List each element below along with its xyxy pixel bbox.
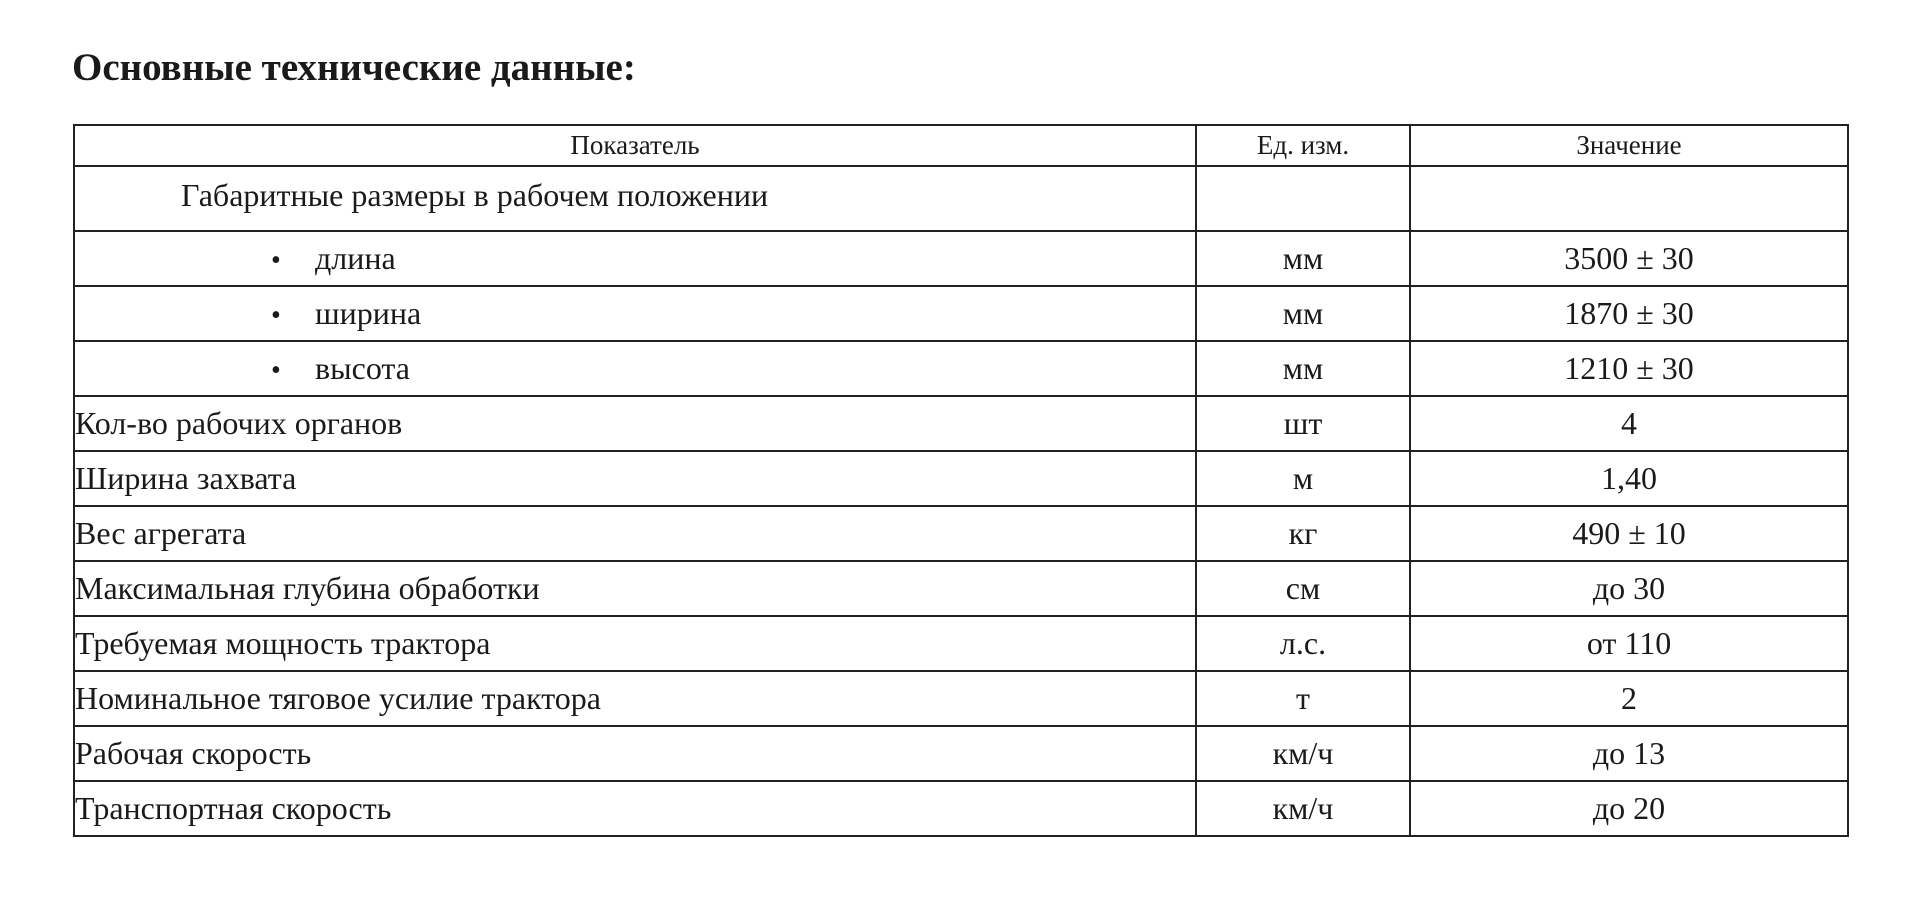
row-value: 4 [1410,396,1848,451]
row-unit: мм [1196,341,1410,396]
page-title: Основные технические данные: [72,46,636,89]
row-value: до 13 [1410,726,1848,781]
row-value [1410,166,1848,231]
row-parameter: ширина [315,295,422,331]
table-row [74,671,1848,726]
row-value: 1210 ± 30 [1410,341,1848,396]
row-value: 2 [1410,671,1848,726]
row-parameter: высота [315,350,410,386]
table-row [74,726,1848,781]
header-parameter: Показатель [74,125,1196,166]
table-row [74,231,1848,286]
row-unit: м [1196,451,1410,506]
table-row [74,396,1848,451]
row-value: до 20 [1410,781,1848,836]
table-row [74,286,1848,341]
row-unit: т [1196,671,1410,726]
row-value: 1870 ± 30 [1410,286,1848,341]
row-value: 3500 ± 30 [1410,231,1848,286]
row-parameter: Требуемая мощность трактора [74,616,1196,671]
table-row [74,781,1848,836]
table-row [74,561,1848,616]
row-parameter: Номинальное тяговое усилие трактора [74,671,1196,726]
row-unit [1196,166,1410,231]
table-row [74,506,1848,561]
row-value: 1,40 [1410,451,1848,506]
header-unit: Ед. изм. [1196,125,1410,166]
specs-table [73,124,1849,837]
bullet-icon: • [271,355,281,386]
row-parameter: Максимальная глубина обработки [74,561,1196,616]
row-value: 490 ± 10 [1410,506,1848,561]
row-parameter-cell [74,341,1196,396]
row-parameter: Кол-во рабочих органов [74,396,1196,451]
row-parameter: Рабочая скорость [74,726,1196,781]
table-row [74,451,1848,506]
row-unit: мм [1196,286,1410,341]
row-parameter-cell [74,286,1196,341]
row-unit: мм [1196,231,1410,286]
table-row [74,616,1848,671]
row-unit: км/ч [1196,726,1410,781]
bullet-icon: • [271,245,281,276]
row-parameter: Вес агрегата [74,506,1196,561]
table-row [74,341,1848,396]
table-header-row [74,125,1848,166]
row-parameter: Транспортная скорость [74,781,1196,836]
row-parameter-cell [74,231,1196,286]
bullet-icon: • [271,300,281,331]
header-value: Значение [1410,125,1848,166]
row-unit: см [1196,561,1410,616]
row-unit: шт [1196,396,1410,451]
row-unit: кг [1196,506,1410,561]
row-value: до 30 [1410,561,1848,616]
row-parameter: длина [315,240,396,276]
row-parameter: Габаритные размеры в рабочем положении [74,166,1196,231]
table-row [74,166,1848,231]
row-unit: л.с. [1196,616,1410,671]
row-unit: км/ч [1196,781,1410,836]
row-parameter: Ширина захвата [74,451,1196,506]
row-value: от 110 [1410,616,1848,671]
